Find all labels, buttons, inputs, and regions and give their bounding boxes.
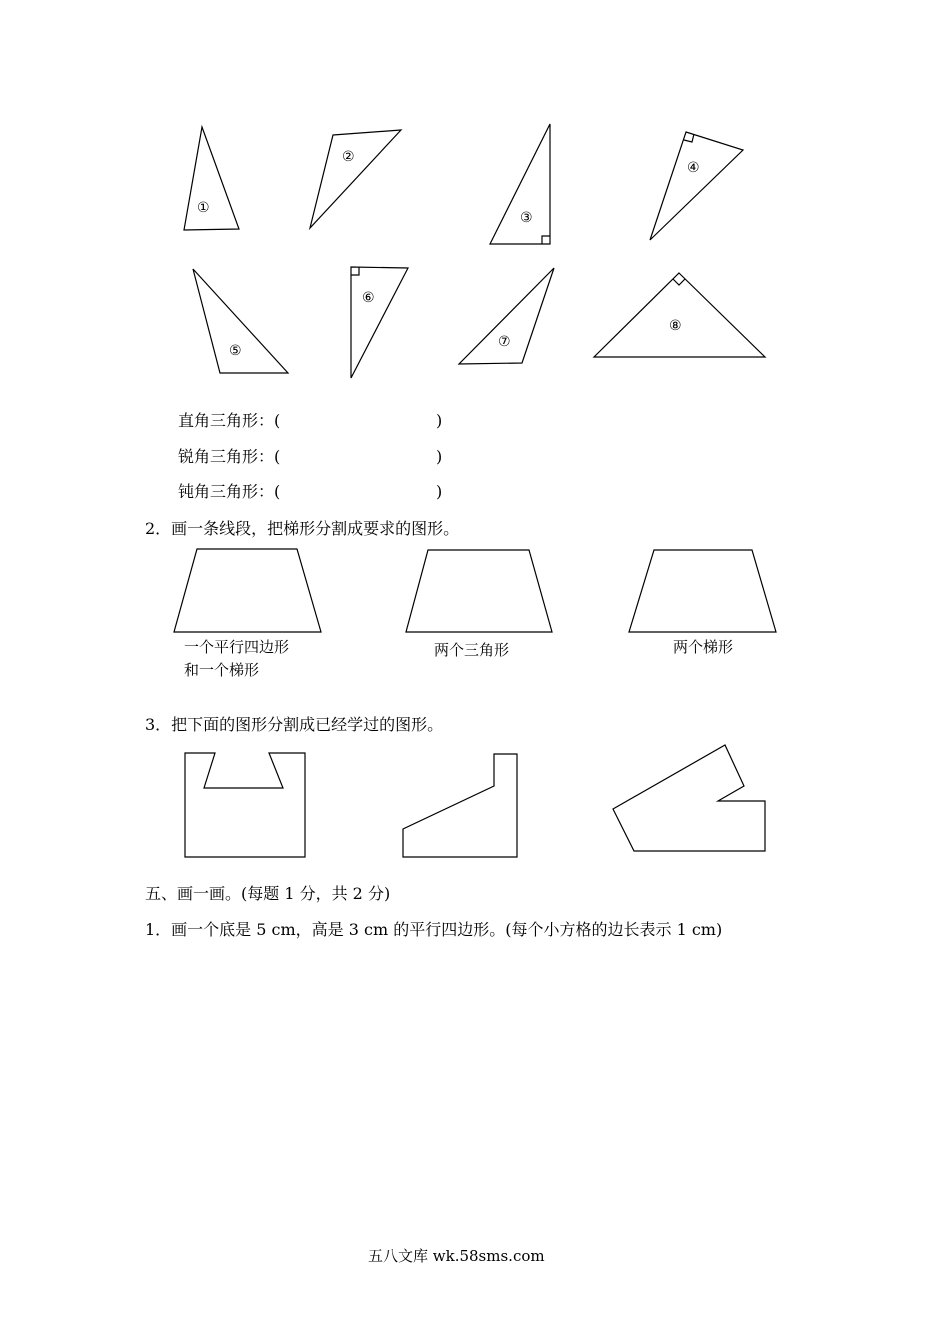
q2-caption-1-line2: 和一个梯形 xyxy=(184,661,260,679)
triangle-3-right-angle-mark xyxy=(542,236,550,244)
q3-title: 3．把下面的图形分割成已经学过的图形。 xyxy=(145,715,444,734)
composite-shape-2 xyxy=(403,754,517,857)
triangle-8-right-angle-mark xyxy=(673,279,685,285)
footer-watermark: 五八文库 wk.58sms.com xyxy=(368,1247,545,1265)
triangle-3-label: ③ xyxy=(520,210,533,226)
triangle-8-shape xyxy=(594,273,765,357)
composite-shape-1 xyxy=(185,753,305,857)
triangle-7-label: ⑦ xyxy=(498,334,511,350)
classify-acute-close: ) xyxy=(436,447,443,466)
q2-title: 2．画一条线段，把梯形分割成要求的图形。 xyxy=(145,519,460,538)
triangle-2-shape xyxy=(310,130,401,228)
triangle-4-label: ④ xyxy=(687,160,700,176)
composite-shape-3 xyxy=(613,745,765,851)
section5-title: 五、画一画。(每题 1 分，共 2 分) xyxy=(145,884,391,903)
triangle-2-label: ② xyxy=(342,149,355,165)
q2-caption-3: 两个梯形 xyxy=(673,638,734,656)
trapezoid-2-shape xyxy=(406,550,552,632)
trapezoid-3-shape xyxy=(629,550,776,632)
trapezoid-1-shape xyxy=(174,549,321,632)
triangle-4-shape xyxy=(650,132,743,240)
triangle-1-label: ① xyxy=(197,200,210,216)
q2-caption-2: 两个三角形 xyxy=(434,641,510,659)
classify-obtuse-label: 钝角三角形：( xyxy=(178,482,281,501)
triangle-6-shape xyxy=(351,267,408,378)
triangle-1-shape xyxy=(184,127,239,230)
q2-caption-1-line1: 一个平行四边形 xyxy=(184,638,290,656)
classify-obtuse-close: ) xyxy=(436,482,443,501)
triangle-8-label: ⑧ xyxy=(669,318,682,334)
classify-right-label: 直角三角形：( xyxy=(178,411,281,430)
section5-q1: 1．画一个底是 5 cm，高是 3 cm 的平行四边形。(每个小方格的边长表示 1 cm) xyxy=(145,920,723,939)
classify-acute-label: 锐角三角形：( xyxy=(178,447,281,466)
classify-right-close: ) xyxy=(436,411,443,430)
triangle-6-right-angle-mark xyxy=(351,267,359,275)
triangle-6-label: ⑥ xyxy=(362,290,375,306)
triangle-5-label: ⑤ xyxy=(229,343,242,359)
